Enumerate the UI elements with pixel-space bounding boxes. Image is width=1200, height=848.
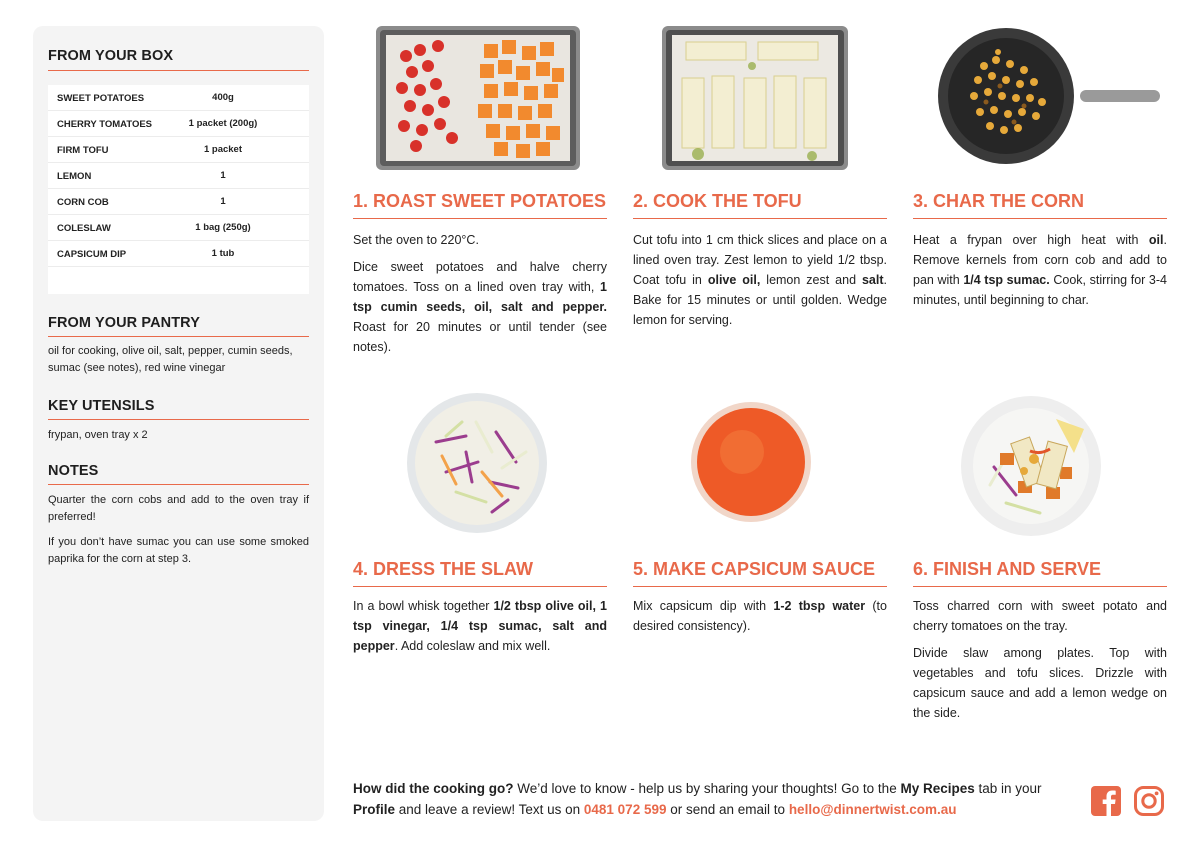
ingredient-row (48, 85, 309, 111)
capsicum-sauce-photo (690, 400, 812, 524)
step-text: Toss charred corn with sweet potato and cherry tomatoes on the tray. (913, 599, 1167, 633)
step-4-title: 4. DRESS THE SLAW (353, 559, 534, 579)
ingredient-row (48, 241, 309, 267)
ingredient-name: CHERRY TOMATOES (57, 119, 153, 130)
footer-question: How did the cooking go? (353, 781, 514, 796)
profile-label: Profile (353, 802, 396, 817)
ingredient-qty: 1 (220, 196, 226, 207)
step-bold-text: 1 tsp cumin seeds, oil, salt and pepper. (353, 280, 607, 314)
step-bold-text: salt (861, 273, 884, 287)
email-link[interactable]: hello@dinnertwist.com.au (788, 802, 957, 817)
step-1-paragraph-2 (353, 257, 607, 357)
step-3-title: 3. CHAR THE CORN (913, 191, 1085, 211)
instagram-icon[interactable] (1133, 785, 1165, 817)
ingredients-sidebar (33, 26, 324, 821)
ingredients-table (48, 85, 309, 294)
pantry-heading: FROM YOUR PANTRY (48, 315, 200, 331)
step-4-paragraph-1 (353, 596, 607, 656)
step-text: . Remove kernels from corn cob and add to pan with (913, 233, 1167, 287)
tofu-tray-photo (662, 26, 848, 170)
utensils-heading-rule (48, 419, 309, 420)
pantry-text: oil for cooking, olive oil, salt, pepper, cumin seeds, sumac (see notes), red wine vinegar (48, 345, 293, 374)
step-4-body (353, 596, 607, 663)
step-bold-text: 1/2 tbsp olive oil, 1 tsp vinegar, 1/4 tsp sumac, salt and pepper (353, 599, 607, 653)
step-6-paragraph-2 (913, 643, 1167, 723)
ingredient-row (48, 163, 309, 189)
step-1-paragraph-1 (353, 230, 607, 250)
step-text: Dice sweet potatoes and halve cherry tomatoes. Toss on a lined oven tray with, (353, 260, 607, 294)
facebook-icon[interactable] (1090, 785, 1122, 817)
step-bold-text: oil (1148, 233, 1164, 247)
step-bold-text: 1/4 tsp sumac. (963, 273, 1050, 287)
step-6-title: 6. FINISH AND SERVE (913, 559, 1102, 579)
step-text: Cook, stirring for 3-4 minutes, until beginning to char. (913, 273, 1168, 307)
step-2-paragraph-1 (633, 230, 887, 330)
ingredient-name: SWEET POTATOES (57, 93, 145, 104)
step-2-rule (633, 218, 887, 219)
step-text: . Bake for 15 minutes or until golden. Wedge lemon for serving. (633, 273, 888, 327)
corn-frypan-photo (934, 26, 1160, 170)
step-1-title: 1. ROAST SWEET POTATOES (353, 191, 607, 211)
phone-link[interactable]: 0481 072 599 (583, 802, 667, 817)
feedback-footer (353, 778, 1073, 820)
ingredient-row (48, 215, 309, 241)
ingredient-qty: 1 tub (211, 248, 235, 259)
step-bold-text: 1-2 tbsp water (773, 599, 866, 613)
step-4-rule (353, 586, 607, 587)
step-bold-text: olive oil, (707, 273, 761, 287)
roast-tray-photo (376, 26, 580, 170)
step-3-body (913, 230, 1167, 317)
step-3-paragraph-1 (913, 230, 1167, 310)
step-5-title: 5. MAKE CAPSICUM SAUCE (633, 559, 876, 579)
ingredient-row (48, 111, 309, 137)
slaw-bowl-photo (406, 392, 548, 534)
ingredient-name: FIRM TOFU (57, 145, 109, 156)
step-1-rule (353, 218, 607, 219)
step-text: Divide slaw among plates. Top with vegetables and tofu slices. Drizzle with capsicum sauce and add a lemon wedge on the side. (913, 646, 1167, 720)
step-text: lemon zest and (760, 273, 862, 287)
notes-heading-rule (48, 484, 309, 485)
ingredient-qty: 400g (212, 92, 234, 103)
step-text: In a bowl whisk together (353, 599, 494, 613)
footer-text-2: tab in your (974, 781, 1042, 796)
box-heading-rule (48, 70, 309, 71)
step-text: Heat a frypan over high heat with (913, 233, 1149, 247)
step-1-body (353, 230, 607, 364)
step-6-paragraph-1 (913, 596, 1167, 636)
ingredient-row (48, 137, 309, 163)
ingredient-qty: 1 packet (200g) (188, 118, 258, 129)
footer-text-3: and leave a review! Text us on (395, 802, 584, 817)
step-2-body (633, 230, 887, 337)
pantry-heading-rule (48, 336, 309, 337)
footer-text-4: or send an email to (666, 802, 789, 817)
step-text: Mix capsicum dip with (633, 599, 774, 613)
note-2: If you don’t have sumac you can use some smoked paprika for the corn at step 3. (48, 536, 309, 565)
utensils-heading: KEY UTENSILS (48, 398, 155, 414)
ingredient-name: CAPSICUM DIP (57, 249, 127, 260)
step-2-title: 2. COOK THE TOFU (633, 191, 802, 211)
box-heading: FROM YOUR BOX (48, 48, 174, 64)
ingredient-name: CORN COB (57, 197, 109, 208)
step-text: Set the oven to 220°C. (353, 233, 479, 247)
step-5-paragraph-1 (633, 596, 887, 636)
ingredient-qty: 1 (220, 170, 226, 181)
my-recipes-label: My Recipes (900, 781, 975, 796)
plated-dish-photo (960, 395, 1102, 537)
step-5-body (633, 596, 887, 643)
ingredient-qty: 1 packet (203, 144, 243, 155)
ingredient-qty: 1 bag (250g) (195, 222, 251, 233)
ingredient-name: COLESLAW (57, 223, 111, 234)
step-text: Roast for 20 minutes or until tender (see notes). (353, 320, 607, 354)
footer-text-1: We’d love to know - help us by sharing your thoughts! Go to the (513, 781, 901, 796)
note-1: Quarter the corn cobs and add to the oven tray if preferred! (48, 494, 309, 523)
ingredient-row (48, 189, 309, 215)
step-text: Cut tofu into 1 cm thick slices and place on a lined oven tray. Zest lemon to yield 1/2 tbsp. Coat tofu in (633, 233, 887, 287)
step-text: (to desired consistency). (633, 599, 887, 633)
step-text: . Add coleslaw and mix well. (394, 639, 551, 653)
step-5-rule (633, 586, 887, 587)
ingredient-name: LEMON (57, 171, 92, 182)
notes-heading: NOTES (48, 463, 99, 479)
step-6-body (913, 596, 1167, 730)
step-3-rule (913, 218, 1167, 219)
utensils-text: frypan, oven tray x 2 (48, 429, 148, 441)
step-6-rule (913, 586, 1167, 587)
